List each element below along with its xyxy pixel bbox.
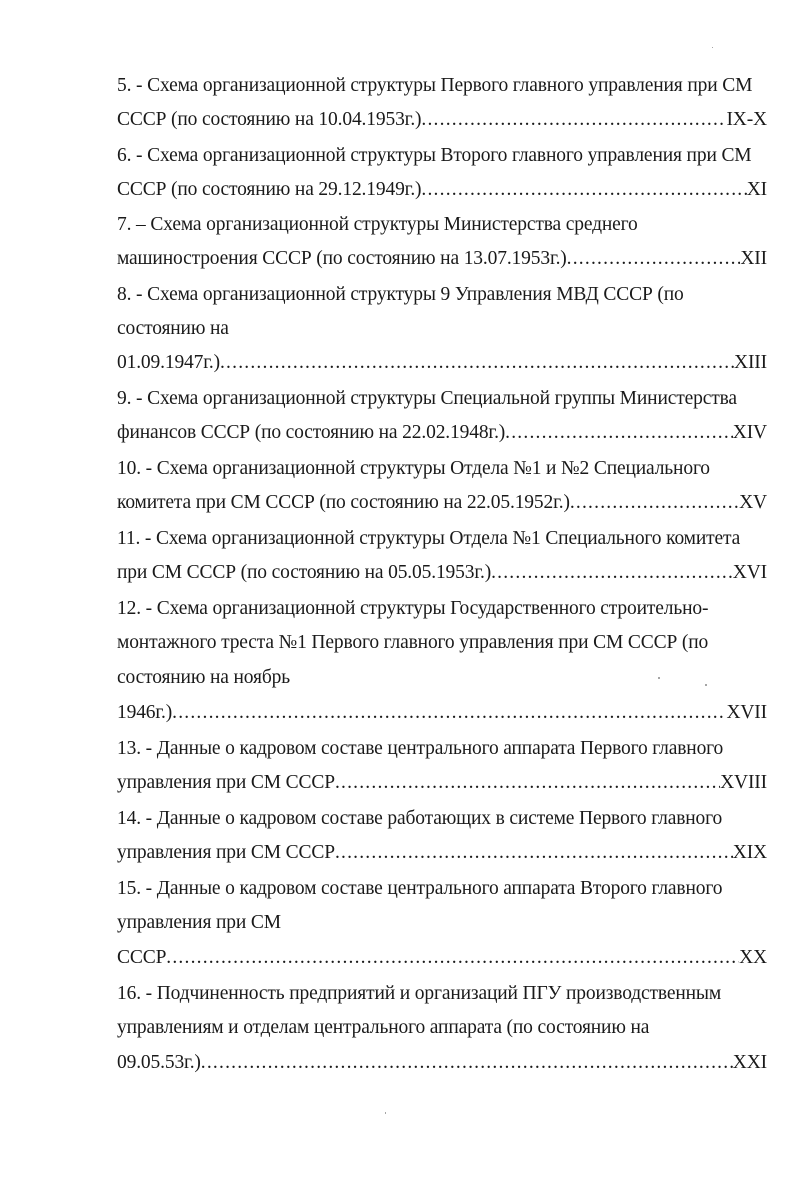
toc-entry-7-line-2[interactable] xyxy=(117,246,767,272)
toc-entry-9-line-2[interactable] xyxy=(117,420,767,446)
toc-entry-text: управления при СМ СССР xyxy=(117,842,335,863)
toc-entry-13-line-2[interactable] xyxy=(117,770,767,796)
toc-entry-12-line-4[interactable] xyxy=(117,700,767,726)
toc-page-number: IX-X xyxy=(726,109,767,130)
scan-speck xyxy=(658,677,660,679)
toc-entry-13-line-1: 13. - Данные о кадровом составе центрального аппарата Первого главного xyxy=(117,738,724,759)
toc-entry-text: 09.05.53г.) xyxy=(117,1052,201,1073)
toc-page-number: XVII xyxy=(726,702,767,723)
toc-page-number: XX xyxy=(739,947,767,968)
toc-entry-15-line-1: 15. - Данные о кадровом составе центрального аппарата Второго главного xyxy=(117,878,723,899)
toc-entry-15-line-3[interactable] xyxy=(117,945,767,971)
toc-page-number: XXI xyxy=(732,1052,767,1073)
toc-entry-11-line-1: 11. - Схема организационной структуры Отдела №1 Специального комитета xyxy=(117,528,741,549)
toc-entry-16-line-1: 16. - Подчиненность предприятий и организаций ПГУ производственным xyxy=(117,983,722,1004)
dot-leader xyxy=(567,246,741,272)
toc-entry-text: финансов СССР (по состоянию на 22.02.1948г.) xyxy=(117,422,506,443)
scan-speck xyxy=(712,47,713,48)
dot-leader xyxy=(335,770,720,796)
toc-entry-text: СССР (по состоянию на 10.04.1953г.) xyxy=(117,109,422,130)
toc-entry-12-line-1: 12. - Схема организационной структуры Государственного строительно- xyxy=(117,598,709,619)
toc-page-number: XIII xyxy=(734,352,767,373)
toc-entry-text: СССР (по состоянию на 29.12.1949г.) xyxy=(117,179,422,200)
toc-entry-12-line-3: состоянию на ноябрь xyxy=(117,667,290,688)
dot-leader xyxy=(421,177,746,203)
scan-speck xyxy=(385,1112,386,1114)
dot-leader xyxy=(491,560,733,586)
scan-speck xyxy=(705,684,707,686)
toc-entry-6-line-1: 6. - Схема организационной структуры Второго главного управления при СМ xyxy=(117,145,752,166)
toc-entry-16-line-3[interactable] xyxy=(117,1050,767,1076)
toc-page-number: XI xyxy=(746,179,767,200)
dot-leader xyxy=(220,350,734,376)
toc-entry-text: при СМ СССР (по состоянию на 05.05.1953г.) xyxy=(117,562,492,583)
dot-leader xyxy=(421,107,726,133)
toc-entry-text: 1946г.) xyxy=(117,702,173,723)
dot-leader xyxy=(335,840,733,866)
toc-page-number: XIX xyxy=(732,842,767,863)
toc-entry-text: машиностроения СССР (по состоянию на 13.07.1953г.) xyxy=(117,248,567,269)
dot-leader xyxy=(166,945,739,971)
toc-entry-14-line-2[interactable] xyxy=(117,840,767,866)
toc-entry-8-line-1: 8. - Схема организационной структуры 9 Управления МВД СССР (по xyxy=(117,284,684,305)
dot-leader xyxy=(570,490,739,516)
dot-leader xyxy=(505,420,733,446)
dot-leader xyxy=(201,1050,733,1076)
toc-entry-11-line-2[interactable] xyxy=(117,560,767,586)
toc-entry-5-line-1: 5. - Схема организационной структуры Первого главного управления при СМ xyxy=(117,75,753,96)
toc-page-number: XV xyxy=(739,492,767,513)
toc-entry-text: комитета при СМ СССР (по состоянию на 22.05.1952г.) xyxy=(117,492,570,513)
toc-entry-text: 01.09.1947г.) xyxy=(117,352,220,373)
toc-entry-6-line-2[interactable] xyxy=(117,177,767,203)
toc-entry-10-line-2[interactable] xyxy=(117,490,767,516)
toc-entry-12-line-2: монтажного треста №1 Первого главного управления при СМ СССР (по xyxy=(117,632,709,653)
dot-leader xyxy=(172,700,726,726)
toc-entry-text: СССР xyxy=(117,947,167,968)
toc-entry-7-line-1: 7. – Схема организационной структуры Министерства среднего xyxy=(117,214,638,235)
toc-entry-16-line-2: управлениям и отделам центрального аппарата (по состоянию на xyxy=(117,1017,650,1038)
toc-entry-15-line-2: управления при СМ xyxy=(117,912,281,933)
toc-entry-5-line-2[interactable] xyxy=(117,107,767,133)
toc-page-number: XVIII xyxy=(720,772,767,793)
toc-entry-14-line-1: 14. - Данные о кадровом составе работающих в системе Первого главного xyxy=(117,808,723,829)
toc-page-number: XVI xyxy=(732,562,767,583)
toc-entry-10-line-1: 10. - Схема организационной структуры Отдела №1 и №2 Специального xyxy=(117,458,710,479)
toc-page-number: XII xyxy=(740,248,767,269)
toc-entry-8-line-3[interactable] xyxy=(117,350,767,376)
toc-entry-text: управления при СМ СССР xyxy=(117,772,335,793)
toc-entry-8-line-2: состоянию на xyxy=(117,318,229,339)
toc-page-number: XIV xyxy=(732,422,767,443)
toc-entry-9-line-1: 9. - Схема организационной структуры Специальной группы Министерства xyxy=(117,388,737,409)
